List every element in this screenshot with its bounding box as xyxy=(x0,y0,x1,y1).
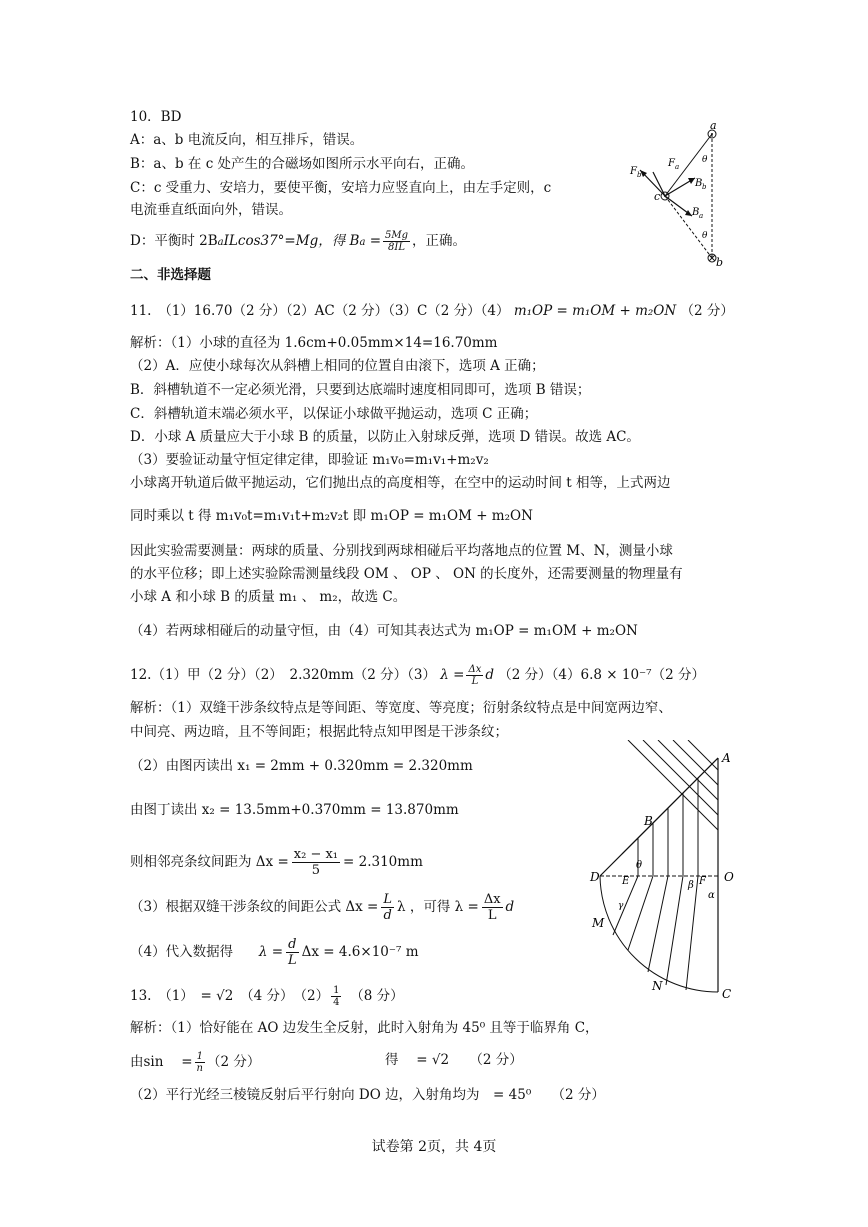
fig-label-fb: F xyxy=(630,166,637,177)
svg-text:B: B xyxy=(644,814,653,828)
fig-label-b: b xyxy=(716,256,724,268)
svg-text:a: a xyxy=(699,212,704,220)
section-title: 二、非选择题 xyxy=(130,267,211,283)
svg-text:C: C xyxy=(722,987,732,1001)
svg-text:β: β xyxy=(688,880,694,891)
q13-line: 由sin = $\frac{1}{n}$ （2 分） xyxy=(130,1051,261,1074)
fig-label-ba: B xyxy=(692,207,700,218)
q11-line: 因此实验需要测量：两球的质量、分别找到两球相碰后平均落地点的位置 M、N，测量小球 xyxy=(130,543,673,559)
svg-text:N: N xyxy=(652,979,663,993)
svg-text:F: F xyxy=(699,876,706,887)
q11-line: 解析：（1）小球的直径为 1.6cm+0.05mm×14=16.70mm xyxy=(130,335,498,351)
q11-line: 小球离开轨道后做平抛运动，它们抛出点的高度相等，在空中的运动时间 t 相等，上式两边 xyxy=(130,475,671,491)
q10-option-a: A：a、b 电流反向，相互排斥，错误。 xyxy=(130,132,364,148)
svg-text:b: b xyxy=(637,171,642,179)
q13-line: 得 = √2 （2 分） xyxy=(385,1052,523,1068)
fig-label-fa: F xyxy=(668,158,675,169)
q11-line: B．斜槽轨道不一定必须光滑，只要到达底端时速度相同即可，选项 B 错误； xyxy=(130,382,591,398)
q11-line: D．小球 A 质量应大于小球 B 的质量，以防止入射球反弹，选项 D 错误。故选 AC。 xyxy=(130,429,640,445)
svg-text:E: E xyxy=(622,876,630,887)
q11-line: 的水平位移；即上述实验除需测量线段 OM 、 OP 、 ON 的长度外，还需要测量的物理量有 xyxy=(130,566,683,582)
q12-answer: 12.（1）甲（2 分）（2） 2.320mm（2 分）（3） λ = $\frac{\Delta x}{L}$ d （2 分）（4）6.8 × 10⁻⁷（2 分） xyxy=(130,664,705,687)
q10-force-diagram xyxy=(620,118,730,268)
q13-prism-diagram xyxy=(588,740,748,1005)
q12-line: 则相邻亮条纹间距为 Δx = $\frac{\text{x₂ − x₁}}{5}$ = 2.310mm xyxy=(130,847,423,878)
svg-text:b: b xyxy=(702,183,707,191)
q12-line: （4）代入数据得 λ = $\frac{d}{L}$ Δx = 4.6×10⁻⁷ m xyxy=(130,937,419,968)
q10-option-c-line2: 电流垂直纸面向外，错误。 xyxy=(130,202,292,218)
q11-line: （4）若两球相碰后的动量守恒，由（4）可知其表达式为 m₁OP = m₁OM + m₂ON xyxy=(130,623,638,639)
q11-line: （3）要验证动量守恒定律定律，即验证 m₁v₀=m₁v₁+m₂v₂ xyxy=(130,452,489,468)
svg-text:γ: γ xyxy=(618,901,624,911)
svg-text:D: D xyxy=(590,870,600,884)
svg-text:O: O xyxy=(724,870,734,884)
q10-option-d: D：平衡时 2BaILcos37°=Mg，得 Ba = $\frac{5Mg}{8IL}$ ，正确。 xyxy=(130,230,467,253)
q11-line: 小球 A 和小球 B 的质量 m₁ 、 m₂，故选 C。 xyxy=(130,589,407,605)
fig-label-a: a xyxy=(710,119,717,132)
q10-answer: 10．BD xyxy=(130,109,182,125)
q12-line: （3）根据双缝干涉条纹的间距公式 Δx = $\frac{L}{d}$ λ ，可得 λ = $\frac{\Delta x}{L}$ d xyxy=(130,892,515,923)
q11-answer: 11. （1）16.70（2 分）（2）AC（2 分）（3）C（2 分）（4） m₁OP = m₁OM + m₂ON （2 分） xyxy=(130,303,734,319)
svg-text:θ: θ xyxy=(702,155,708,165)
svg-text:θ: θ xyxy=(636,860,643,871)
q12-line: 解析：（1）双缝干涉条纹特点是等间距、等宽度、等亮度；衍射条纹特点是中间宽两边窄、 xyxy=(130,700,672,716)
svg-text:a: a xyxy=(675,163,680,171)
q11-line: 同时乘以 t 得 m₁v₀t=m₁v₁t+m₂v₂t 即 m₁OP = m₁OM + m₂ON xyxy=(130,508,533,524)
fig-label-c: c xyxy=(654,190,661,203)
q13-answer: 13. （1） = √2 （4 分） （2） $\frac{1}{4}$ （8 分） xyxy=(130,985,404,1008)
q11-line: C．斜槽轨道末端必须水平，以保证小球做平抛运动，选项 C 正确； xyxy=(130,406,538,422)
q12-line: 由图丁读出 x₂ = 13.5mm+0.370mm = 13.870mm xyxy=(130,802,459,818)
q13-line: 解析：（1）恰好能在 AO 边发生全反射，此时入射角为 45⁰ 且等于临界角 C， xyxy=(130,1020,599,1036)
svg-text:θ: θ xyxy=(702,231,708,241)
q11-line: （2）A．应使小球每次从斜槽上相同的位置自由滚下，选项 A 正确； xyxy=(130,358,545,374)
page-footer: 试卷第 2页，共 4页 xyxy=(371,1139,497,1155)
svg-text:A: A xyxy=(722,751,731,765)
q12-line: 中间亮、两边暗，且不等间距；根据此特点知甲图是干涉条纹； xyxy=(130,724,508,740)
q13-line: （2）平行光经三棱镜反射后平行射向 DO 边，入射角均为 = 45⁰ （2 分） xyxy=(130,1087,605,1103)
svg-text:M: M xyxy=(592,916,605,930)
q10-option-c-line1: C：c 受重力、安培力，要使平衡，安培力应竖直向上，由左手定则，c xyxy=(130,180,552,196)
svg-text:α: α xyxy=(708,890,715,901)
q10-option-b: B：a、b 在 c 处产生的合磁场如图所示水平向右，正确。 xyxy=(130,156,475,172)
fig-label-bb: B xyxy=(695,178,703,189)
q12-line: （2）由图丙读出 x₁ = 2mm + 0.320mm = 2.320mm xyxy=(130,758,473,774)
